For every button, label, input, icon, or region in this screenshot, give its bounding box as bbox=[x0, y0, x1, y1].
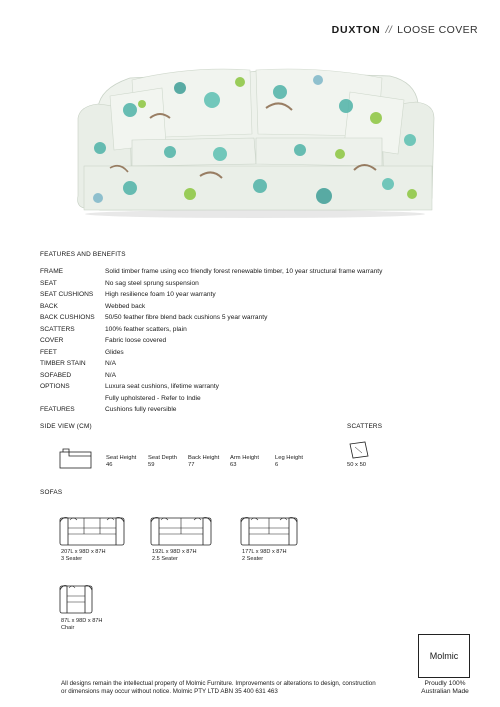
feature-value: Cushions fully reversible bbox=[105, 406, 177, 413]
feature-key: FEET bbox=[40, 348, 57, 356]
feature-key: SEAT CUSHIONS bbox=[40, 291, 94, 298]
measure-seat-height bbox=[106, 455, 136, 469]
sofas-title: SOFAS bbox=[40, 489, 63, 496]
feature-value: No sag steel sprung suspension bbox=[105, 279, 199, 287]
sofa-name: Chair bbox=[61, 624, 75, 631]
measure-value: 63 bbox=[230, 462, 237, 468]
sofa-label-chair bbox=[61, 618, 102, 631]
scatter-dims: 50 x 50 bbox=[347, 462, 367, 468]
feature-key bbox=[40, 393, 105, 405]
feature-value: Luxura seat cushions, lifetime warranty bbox=[105, 383, 219, 390]
feature-row bbox=[40, 278, 460, 290]
feature-key: BACK CUSHIONS bbox=[40, 314, 95, 321]
feature-value: Solid timber frame using eco friendly forest renewable timber, 10 year structural frame warranty bbox=[105, 268, 383, 275]
sofa-dims: 207L x 98D x 87H bbox=[61, 549, 106, 555]
australian-made-note bbox=[405, 680, 485, 696]
feature-key: FRAME bbox=[40, 268, 64, 275]
measure-label: Back Height bbox=[188, 455, 220, 461]
sofa-name: 2 Seater bbox=[242, 555, 264, 562]
feature-value: 50/50 feather fibre blend back cushions 5 year warranty bbox=[105, 314, 268, 321]
feature-row bbox=[40, 393, 460, 405]
feature-key: OPTIONS bbox=[40, 383, 70, 390]
feature-row bbox=[40, 358, 460, 370]
feature-key: SOFABED bbox=[40, 371, 72, 379]
feature-value: 100% feather scatters, plain bbox=[105, 325, 187, 333]
feature-row bbox=[40, 324, 460, 336]
features-table bbox=[40, 266, 460, 416]
made-line-2: Australian Made bbox=[421, 688, 469, 695]
two-seater-sofa-icon bbox=[240, 512, 298, 546]
feature-row bbox=[40, 266, 460, 278]
feature-value: Fully upholstered - Refer to Indie bbox=[105, 394, 201, 402]
product-variant: LOOSE COVER bbox=[397, 24, 478, 36]
sofa-label-3-seater bbox=[61, 549, 106, 562]
feature-row bbox=[40, 370, 460, 382]
footer-disclaimer: All designs remain the intellectual property of Molmic Furniture. Improvements or alterations to design, construction or dimensions may occur without notice. Molmic PTY LTD ABN 35 400 631 463 bbox=[61, 680, 376, 695]
feature-value: Glides bbox=[105, 348, 124, 356]
feature-value: Fabric loose covered bbox=[105, 337, 167, 344]
measure-value: 46 bbox=[106, 462, 113, 468]
side-view-title: SIDE VIEW (CM) bbox=[40, 423, 92, 430]
measure-arm-height bbox=[230, 455, 259, 469]
feature-key: TIMBER STAIN bbox=[40, 360, 86, 367]
feature-value: N/A bbox=[105, 371, 116, 379]
feature-row bbox=[40, 404, 460, 416]
three-seater-sofa-icon bbox=[59, 512, 125, 546]
measure-value: 59 bbox=[148, 462, 155, 468]
measure-value: 6 bbox=[275, 462, 279, 468]
measure-label: Leg Height bbox=[275, 455, 304, 461]
measure-label: Seat Depth bbox=[148, 455, 178, 461]
feature-row bbox=[40, 347, 460, 359]
product-name: DUXTON bbox=[331, 24, 381, 36]
measure-label: Seat Height bbox=[106, 455, 137, 461]
feature-row bbox=[40, 335, 460, 347]
feature-value: High resilience foam 10 year warranty bbox=[105, 291, 216, 298]
logo-text: Molmic bbox=[429, 651, 459, 661]
feature-row bbox=[40, 381, 460, 393]
feature-value: N/A bbox=[105, 360, 116, 367]
sofa-dims: 87L x 98D x 87H bbox=[61, 618, 103, 624]
feature-key: SCATTERS bbox=[40, 325, 75, 333]
sofa-dims: 192L x 98D x 87H bbox=[152, 549, 197, 555]
sofa-name: 2.5 Seater bbox=[152, 555, 178, 562]
sofa-dims: 177L x 98D x 87H bbox=[242, 549, 287, 555]
sofa-name: 3 Seater bbox=[61, 555, 83, 562]
feature-value: Webbed back bbox=[105, 302, 146, 310]
feature-key: FEATURES bbox=[40, 406, 75, 413]
sofa-photo bbox=[70, 48, 440, 230]
two-half-seater-sofa-icon bbox=[150, 512, 212, 546]
side-view-icon bbox=[59, 447, 92, 469]
chair-icon bbox=[59, 580, 93, 614]
feature-key: SEAT bbox=[40, 279, 57, 287]
molmic-logo bbox=[418, 634, 470, 678]
measure-leg-height bbox=[275, 455, 303, 469]
page-header bbox=[332, 24, 478, 36]
feature-row bbox=[40, 289, 460, 301]
measure-seat-depth bbox=[148, 455, 177, 469]
feature-key: BACK bbox=[40, 302, 58, 310]
scatter-cushion-icon bbox=[347, 440, 371, 460]
sofa-label-2-seater bbox=[242, 549, 287, 562]
made-line-1: Proudly 100% bbox=[424, 680, 466, 687]
sofa-label-2-5-seater bbox=[152, 549, 197, 562]
feature-key: COVER bbox=[40, 337, 64, 344]
scatters-title: SCATTERS bbox=[347, 423, 383, 430]
features-title: FEATURES AND BENEFITS bbox=[40, 251, 126, 258]
feature-row bbox=[40, 312, 460, 324]
measure-back-height bbox=[188, 455, 219, 469]
measure-value: 77 bbox=[188, 462, 195, 468]
measure-label: Arm Height bbox=[230, 455, 259, 461]
header-separator: // bbox=[385, 24, 393, 36]
feature-row bbox=[40, 301, 460, 313]
